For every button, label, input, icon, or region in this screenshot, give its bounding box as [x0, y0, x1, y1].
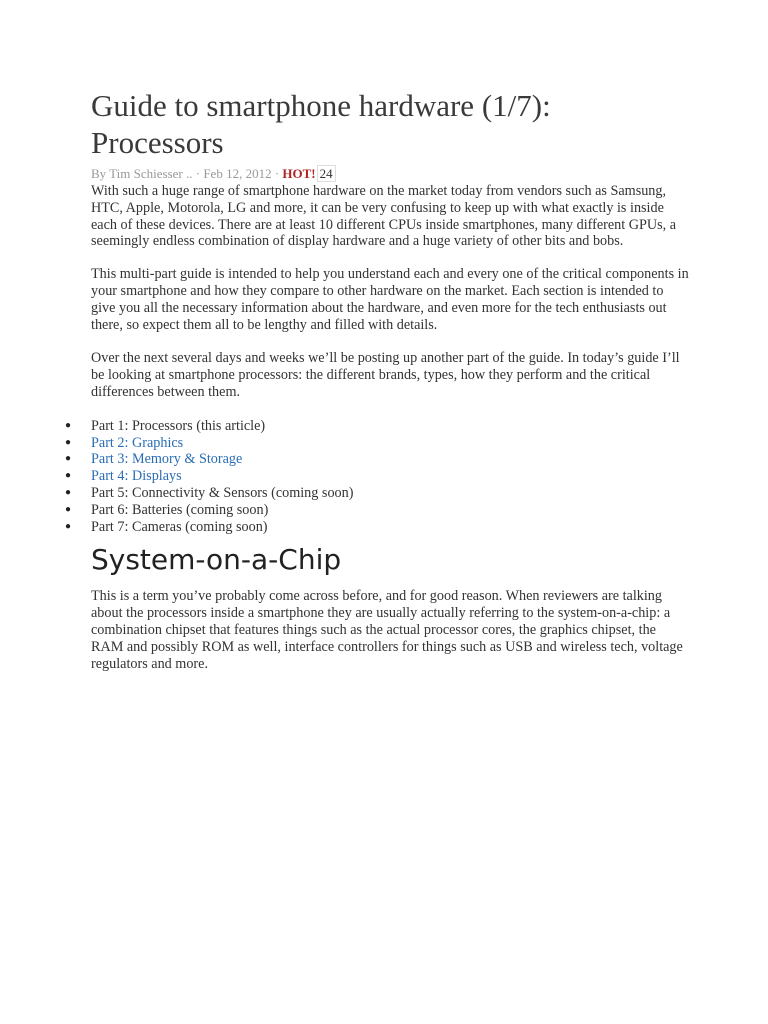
- list-item-part-4: [65, 468, 691, 485]
- intro-paragraph-2: This multi-part guide is intended to help you understand each and every one of the critical components in your smartphone and how they compare to other hardware on the market. Each section is intended to give you all the necessary information about the hardware, and even more for the tech enthusiasts out there, so expect them all to be lengthy and filled with details.: [91, 266, 689, 333]
- bullet-icon: ●: [65, 470, 72, 482]
- part-5-label: Part 5: Connectivity & Sensors (coming soon): [91, 484, 354, 501]
- bullet-icon: ●: [65, 503, 72, 515]
- list-item-part-3: [65, 451, 691, 468]
- article-title: Guide to smartphone hardware (1/7): Processors: [91, 88, 551, 160]
- part-2-link[interactable]: Part 2: Graphics: [91, 434, 184, 451]
- intro-paragraph-1: With such a huge range of smartphone hardware on the market today from vendors such as Samsung, HTC, Apple, Motorola, LG and more, it can be very confusing to keep up with what exactly is inside each of these devices. There are at least 10 different CPUs inside smartphones, many different GPUs, a seemingly endless combination of display hardware and a huge variety of other bits and bobs.: [91, 183, 677, 250]
- list-item-part-7: [65, 518, 691, 536]
- part-3-link[interactable]: Part 3: Memory & Storage: [91, 451, 243, 468]
- bullet-icon: ●: [65, 453, 72, 465]
- intro-paragraph-3: Over the next several days and weeks we’ll be posting up another part of the guide. In today’s guide I’ll be looking at smartphone processors: the different brands, types, how they perform and the critical differences between them.: [91, 350, 680, 400]
- list-item-part-5: [65, 484, 691, 502]
- part-6-label: Part 6: Batteries (coming soon): [91, 501, 269, 518]
- bullet-icon: ●: [65, 419, 72, 431]
- list-item-part-6: [65, 501, 691, 519]
- article-byline: [91, 165, 691, 183]
- part-1-label: Part 1: Processors (this article): [91, 417, 266, 434]
- part-4-link[interactable]: Part 4: Displays: [91, 468, 182, 485]
- hot-badge: HOT!: [282, 166, 316, 181]
- section-heading: System-on-a-Chip: [91, 543, 342, 577]
- article: [65, 0, 691, 672]
- parts-list: [65, 417, 691, 536]
- list-item-part-1: [65, 417, 691, 435]
- bullet-icon: ●: [65, 486, 72, 498]
- bullet-icon: ●: [65, 436, 72, 448]
- comment-count[interactable]: 24: [317, 165, 336, 182]
- list-item-part-2: [65, 434, 691, 452]
- byline-text: By Tim Schiesser .. · Feb 12, 2012 ·: [91, 166, 283, 181]
- section-paragraph: This is a term you’ve probably come across before, and for good reason. When reviewers are talking about the processors inside a smartphone they are usually actually referring to the system-on-a-chip: a combination chipset that features things such as the actual processor cores, the graphics chipset, the RAM and possibly ROM as well, interface controllers for things such as USB and wireless tech, voltage regulators and more.: [91, 588, 683, 672]
- part-7-label: Part 7: Cameras (coming soon): [91, 518, 268, 535]
- bullet-icon: ●: [65, 520, 72, 532]
